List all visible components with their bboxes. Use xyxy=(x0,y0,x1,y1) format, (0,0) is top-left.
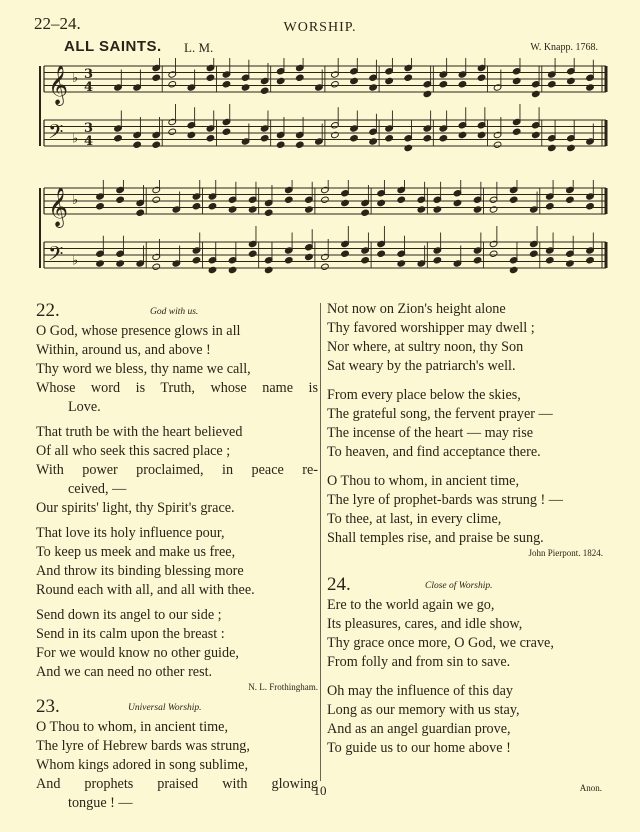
note-head xyxy=(493,141,502,148)
note-head xyxy=(264,266,273,273)
bass-staff xyxy=(44,226,606,274)
note-head xyxy=(228,206,237,213)
note-head xyxy=(168,81,177,88)
note-head xyxy=(96,260,105,267)
note-head xyxy=(369,138,378,145)
note-head xyxy=(566,260,575,267)
hymn-22-header xyxy=(36,300,318,322)
note-head xyxy=(206,135,215,142)
note-head xyxy=(532,131,541,138)
hymn-24-stanza-2 xyxy=(327,682,603,758)
hymn-22-stanza-3 xyxy=(36,524,318,600)
note-head xyxy=(222,128,231,135)
note-head xyxy=(546,257,555,264)
note-head xyxy=(439,135,448,142)
note-head xyxy=(473,206,482,213)
bass-clef-icon: 𝄢 xyxy=(48,120,64,148)
note-head xyxy=(341,199,350,206)
note-head xyxy=(264,209,273,216)
note-head xyxy=(228,266,237,273)
left-column xyxy=(36,300,318,819)
hymn-22-stanza-1 xyxy=(36,322,318,417)
note-head xyxy=(586,203,595,210)
tune-name: ALL SAINTS. xyxy=(64,38,162,55)
verse-line: Whom kings adored in song sublime, xyxy=(36,757,249,773)
hymn-23-stanza-4 xyxy=(327,472,603,548)
note-head xyxy=(361,209,370,216)
hymn-22-number: 22. xyxy=(36,300,60,321)
note-head xyxy=(489,250,498,257)
right-column xyxy=(327,300,603,764)
note-head xyxy=(350,135,359,142)
hymn-24-subtitle: Close of Worship. xyxy=(425,581,493,591)
note-head xyxy=(276,77,285,84)
hymn-24-attribution: Anon. xyxy=(579,783,602,793)
note-head xyxy=(458,131,467,138)
flat-icon: ♭ xyxy=(72,70,79,85)
note-head xyxy=(208,266,217,273)
note-head xyxy=(321,263,330,270)
verse-line: O God, whose presence glows in all xyxy=(36,323,241,339)
verse-line: To keep us meek and make us free, xyxy=(36,544,236,560)
verse-line: Nor where, at sultry noon, thy Son xyxy=(327,339,524,355)
note-head xyxy=(512,128,521,135)
note-head xyxy=(331,81,340,88)
note-head xyxy=(285,257,294,264)
note-head xyxy=(458,81,467,88)
note-head xyxy=(321,196,330,203)
note-head xyxy=(206,74,215,81)
note-head xyxy=(192,257,201,264)
note-head xyxy=(152,263,161,270)
note-head xyxy=(192,203,201,210)
note-head xyxy=(397,196,406,203)
note-head xyxy=(187,131,196,138)
note-head xyxy=(566,196,575,203)
flat-icon: ♭ xyxy=(72,130,79,146)
music-staves-2 xyxy=(36,180,608,290)
note-head xyxy=(116,260,125,267)
note-head xyxy=(453,199,462,206)
treble-staff xyxy=(44,58,606,106)
note-head xyxy=(530,250,539,257)
note-head xyxy=(305,253,314,260)
note-head xyxy=(377,250,386,257)
note-head xyxy=(546,203,555,210)
music-system-2 xyxy=(36,180,608,290)
note-head xyxy=(361,257,370,264)
verse-line: From folly and from sin to save. xyxy=(327,654,511,670)
note-head xyxy=(152,74,161,81)
note-head xyxy=(433,206,442,213)
hymn-23-stanza-2 xyxy=(327,300,603,376)
verse-line: Whose word is Truth, whose name is xyxy=(36,380,318,396)
hymn-22-attribution: N. L. Frothingham. xyxy=(248,682,318,692)
note-head xyxy=(248,206,257,213)
verse-line: ceived, — xyxy=(68,481,127,497)
verse-line: The grateful song, the fervent prayer — xyxy=(327,406,553,422)
note-head xyxy=(404,74,413,81)
note-head xyxy=(423,90,432,97)
verse-line: Round each with all, and all with thee. xyxy=(36,582,255,598)
verse-line: Sat weary by the patriarch's well. xyxy=(327,358,516,374)
section-title: WORSHIP. xyxy=(283,20,357,35)
time-signature-icon: 3 xyxy=(84,121,94,136)
music-staves-1 xyxy=(36,58,608,168)
hymn-22-stanza-4 xyxy=(36,606,318,682)
note-head xyxy=(114,135,123,142)
verse-line: Shall temples rise, and praise be sung. xyxy=(327,530,544,546)
note-head xyxy=(116,196,125,203)
verse-line: From every place below the skies, xyxy=(327,387,521,403)
note-head xyxy=(567,144,576,151)
note-head xyxy=(222,81,231,88)
note-head xyxy=(489,206,498,213)
verse-line: The lyre of prophet-bards was strung ! — xyxy=(327,492,563,508)
verse-line: The lyre of Hebrew bards was strung, xyxy=(36,738,250,754)
note-head xyxy=(208,203,217,210)
verse-line: Our spirits' light, thy Spirit's grace. xyxy=(36,500,235,516)
note-head xyxy=(260,87,269,94)
verse-line: Send down its angel to our side ; xyxy=(36,607,222,623)
note-head xyxy=(248,250,257,257)
verse-line: tongue ! — xyxy=(68,795,133,811)
note-head xyxy=(377,199,386,206)
verse-line: And prophets praised with glowing xyxy=(36,776,318,792)
verse-line: Not now on Zion's height alone xyxy=(327,301,506,317)
hymn-24-number: 24. xyxy=(327,574,351,595)
note-head xyxy=(532,90,541,97)
verse-line: O Thou to whom, in ancient time, xyxy=(327,473,520,489)
verse-line: To heaven, and find acceptance there. xyxy=(327,444,541,460)
page-number: 10 xyxy=(313,783,327,798)
note-head xyxy=(305,206,314,213)
note-head xyxy=(509,266,518,273)
treble-staff xyxy=(44,180,606,228)
hymn-22-subtitle: God with us. xyxy=(150,307,199,317)
hymn-24-header xyxy=(327,574,603,596)
tune-composer: W. Knapp. 1768. xyxy=(530,42,598,53)
note-head xyxy=(385,135,394,142)
tune-meter: L. M. xyxy=(184,40,214,55)
note-head xyxy=(296,74,305,81)
bass-clef-icon: 𝄢 xyxy=(48,242,64,270)
page-range: 22–24. xyxy=(34,14,81,33)
note-head xyxy=(397,260,406,267)
column-divider xyxy=(320,303,321,781)
note-head xyxy=(241,84,250,91)
verse-line: Ere to the world again we go, xyxy=(327,597,495,613)
verse-line: Its pleasures, cares, and idle show, xyxy=(327,616,523,632)
hymn-22-stanza-2 xyxy=(36,423,318,518)
hymn-23-stanza-3 xyxy=(327,386,603,462)
verse-line: Of all who seek this sacred place ; xyxy=(36,443,231,459)
note-head xyxy=(548,144,557,151)
note-head xyxy=(477,131,486,138)
verse-line: And as an angel guardian prove, xyxy=(327,721,511,737)
note-head xyxy=(276,141,285,148)
verse-line: And throw its binding blessing more xyxy=(36,563,244,579)
note-head xyxy=(341,250,350,257)
note-head xyxy=(417,206,426,213)
note-head xyxy=(260,135,269,142)
time-signature-icon: 4 xyxy=(84,80,94,95)
note-head xyxy=(133,141,142,148)
note-head xyxy=(423,135,432,142)
time-signature-icon: 4 xyxy=(84,134,94,149)
verse-line: And we can need no other rest. xyxy=(36,664,213,680)
verse-line: Love. xyxy=(68,399,101,415)
verse-line: The incense of the heart — may rise xyxy=(327,425,534,441)
hymn-23-header xyxy=(36,696,318,718)
note-head xyxy=(136,209,145,216)
verse-line: To thee, at last, in every clime, xyxy=(327,511,502,527)
note-head xyxy=(586,257,595,264)
note-head xyxy=(168,128,177,135)
treble-clef-icon: 𝄞 xyxy=(48,187,69,227)
note-head xyxy=(473,257,482,264)
note-head xyxy=(477,74,486,81)
note-head xyxy=(439,81,448,88)
note-head xyxy=(404,144,413,151)
flat-icon: ♭ xyxy=(72,252,79,268)
note-head xyxy=(152,141,161,148)
note-head xyxy=(586,84,595,91)
treble-clef-icon: 𝄞 xyxy=(48,65,69,105)
hymn-24-stanza-1 xyxy=(327,596,603,672)
hymn-23-number: 23. xyxy=(36,696,60,717)
note-head xyxy=(385,77,394,84)
hymn-23-subtitle: Universal Worship. xyxy=(128,703,202,713)
note-head xyxy=(152,196,161,203)
verse-line: Thy word we bless, thy name we call, xyxy=(36,361,251,377)
verse-line: For we would know no other guide, xyxy=(36,645,239,661)
verse-line: O Thou to whom, in ancient time, xyxy=(36,719,229,735)
flat-icon: ♭ xyxy=(72,192,79,207)
note-head xyxy=(369,84,378,91)
time-signature-icon: 3 xyxy=(84,67,94,82)
verse-line: Thy favored worshipper may dwell ; xyxy=(327,320,535,336)
verse-line: With power proclaimed, in peace re- xyxy=(36,462,318,478)
verse-line: Thy grace once more, O God, we crave, xyxy=(327,635,554,651)
note-head xyxy=(350,77,359,84)
note-head xyxy=(548,81,557,88)
verse-line: That truth be with the heart believed xyxy=(36,424,243,440)
verse-line: Within, around us, and above ! xyxy=(36,342,211,358)
music-system-1 xyxy=(36,58,608,168)
note-head xyxy=(509,196,518,203)
verse-line: That love its holy influence pour, xyxy=(36,525,225,541)
verse-line: To guide us to our home above ! xyxy=(327,740,511,756)
verse-line: Oh may the influence of this day xyxy=(327,683,513,699)
hymn-23-attribution: John Pierpont. 1824. xyxy=(528,548,603,558)
note-head xyxy=(285,196,294,203)
note-head xyxy=(96,203,105,210)
bass-staff xyxy=(44,104,606,152)
verse-line: Long as our memory with us stay, xyxy=(327,702,520,718)
verse-line: Send in its calm upon the breast : xyxy=(36,626,225,642)
note-head xyxy=(296,141,305,148)
note-head xyxy=(512,77,521,84)
note-head xyxy=(331,131,340,138)
note-head xyxy=(567,77,576,84)
note-head xyxy=(433,257,442,264)
